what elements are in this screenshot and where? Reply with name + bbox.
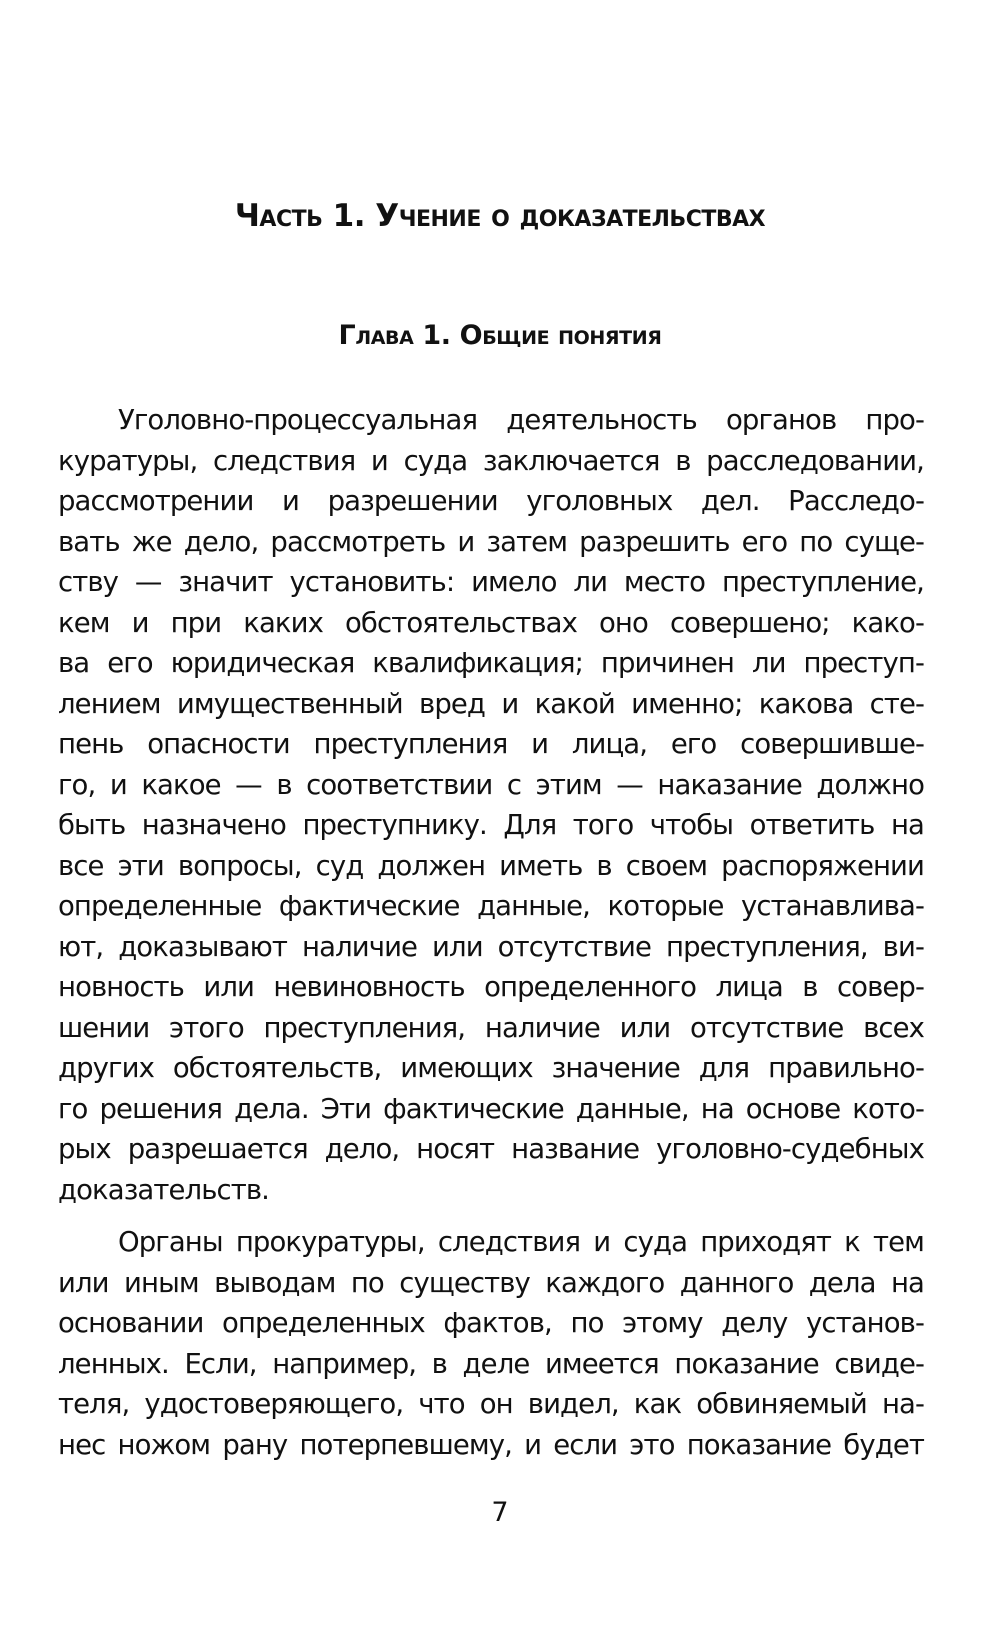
text-line: все эти вопросы, суд должен иметь в своем распоряжении: [58, 849, 924, 882]
text-line: ству — значит установить: имело ли место преступление,: [58, 566, 924, 598]
text-line: теля, удостоверяющего, что он видел, как обвиняемый на-: [58, 1388, 924, 1420]
text-line: доказательств.: [58, 1173, 269, 1206]
text-line: шении этого преступления, наличие или отсутствие всех: [58, 1011, 924, 1044]
text-line: Органы прокуратуры, следствия и суда приходят к тем: [118, 1226, 924, 1258]
text-line: куратуры, следствия и суда заключается в расследовании,: [58, 444, 924, 477]
page-number: 7: [491, 1497, 509, 1528]
text-line: ленных. Если, например, в деле имеется показание свиде-: [58, 1347, 924, 1380]
paragraph: [58, 1222, 924, 1465]
text-line: Уголовно-процессуальная деятельность органов про-: [118, 404, 924, 436]
text-line: го решения дела. Эти фактические данные, на основе кото-: [58, 1092, 924, 1125]
text-line: других обстоятельств, имеющих значение для правильно-: [58, 1052, 924, 1084]
text-line: рых разрешается дело, носят название уголовно-судебных: [58, 1133, 924, 1165]
text-line: новность или невиновность определенного лица в совер-: [58, 971, 924, 1003]
text-line: ва его юридическая квалификация; причинен ли преступ-: [58, 647, 924, 679]
chapter-title: Глава 1. Общие понятия: [338, 320, 662, 351]
text-line: пень опасности преступления и лица, его совершивше-: [58, 728, 924, 760]
text-line: го, и какое — в соответствии с этим — наказание должно: [58, 768, 924, 801]
text-line: кем и при каких обстоятельствах оно совершено; како-: [58, 606, 924, 639]
text-line: или иным выводам по существу каждого данного дела на: [58, 1266, 924, 1299]
text-line: определенные фактические данные, которые устанавлива-: [58, 890, 924, 922]
text-line: быть назначено преступнику. Для того чтобы ответить на: [58, 809, 924, 841]
part-title: Часть 1. Учение о доказательствах: [234, 198, 766, 234]
paragraph-gap: [58, 1210, 924, 1222]
body-text: [58, 400, 924, 1465]
text-line: вать же дело, рассмотреть и затем разрешить его по суще-: [58, 525, 924, 558]
text-line: лением имущественный вред и какой именно; какова сте-: [58, 687, 924, 720]
text-line: ют, доказывают наличие или отсутствие преступления, ви-: [58, 930, 924, 963]
text-line: основании определенных фактов, по этому делу установ-: [58, 1307, 924, 1339]
paragraph: [58, 400, 924, 1210]
text-line: нес ножом рану потерпевшему, и если это показание будет: [58, 1428, 924, 1461]
text-line: рассмотрении и разрешении уголовных дел. Расследо-: [58, 485, 924, 517]
